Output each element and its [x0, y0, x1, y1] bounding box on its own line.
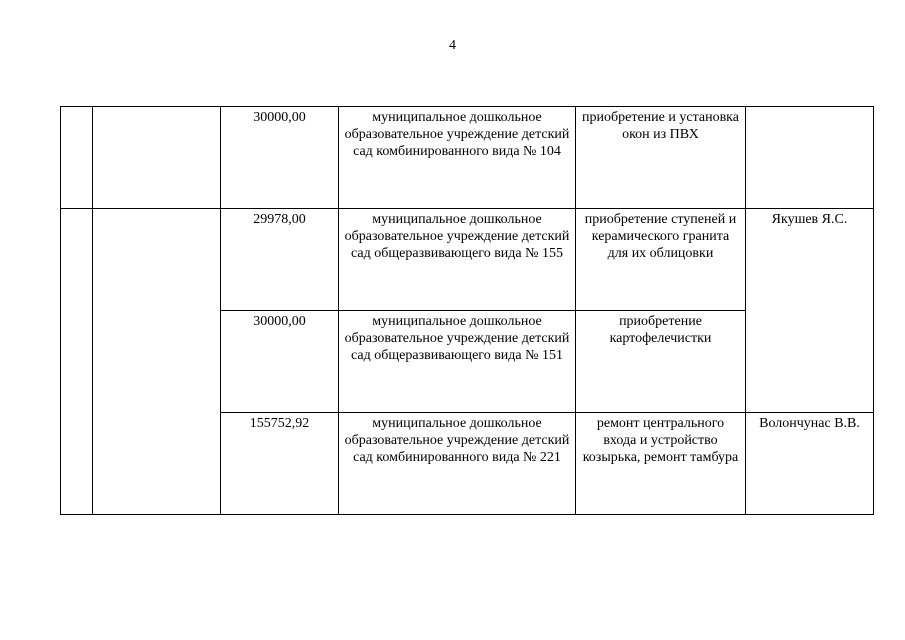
table-row [61, 107, 874, 209]
purpose-cell: ремонт центрального входа и устройство козырька, ремонт тамбура [576, 413, 746, 515]
index-cell [61, 209, 93, 515]
allocation-table [60, 106, 874, 515]
institution-cell: муниципальное дошкольное образовательное учреждение детский сад комбинированного вида № 221 [339, 413, 576, 515]
responsible-cell: Якушев Я.С. [746, 209, 874, 413]
page-number: 4 [449, 38, 456, 53]
table-row [61, 209, 874, 311]
purpose-cell: приобретение и установка окон из ПВХ [576, 107, 746, 209]
responsible-cell: Волончунас В.В. [746, 413, 874, 515]
amount-cell: 155752,92 [221, 413, 339, 515]
amount-cell: 30000,00 [221, 107, 339, 209]
purpose-cell: приобретение картофелечистки [576, 311, 746, 413]
amount-cell: 29978,00 [221, 209, 339, 311]
institution-cell: муниципальное дошкольное образовательное учреждение детский сад общеразвивающего вида № 151 [339, 311, 576, 413]
index-cell [61, 107, 93, 209]
institution-cell: муниципальное дошкольное образовательное учреждение детский сад общеразвивающего вида № 155 [339, 209, 576, 311]
institution-cell: муниципальное дошкольное образовательное учреждение детский сад комбинированного вида № 104 [339, 107, 576, 209]
district-cell [93, 209, 221, 515]
district-cell [93, 107, 221, 209]
amount-cell: 30000,00 [221, 311, 339, 413]
responsible-cell [746, 107, 874, 209]
purpose-cell: приобретение ступеней и керамического гранита для их облицовки [576, 209, 746, 311]
